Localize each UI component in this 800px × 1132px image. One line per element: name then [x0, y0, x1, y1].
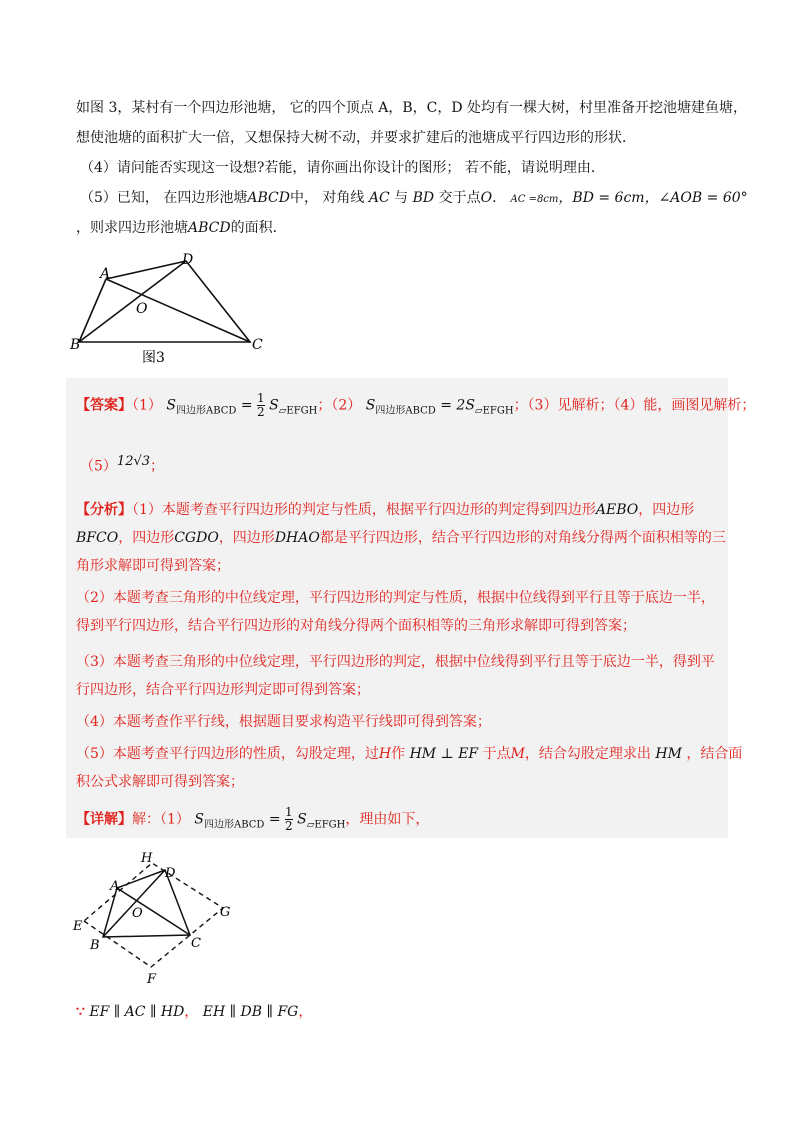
- answer-line-5: $(5)^{12√3}$；: [80, 454, 165, 475]
- condition-ac: AC =8cm: [510, 194, 559, 205]
- detail-tag: 【详解】: [76, 811, 132, 828]
- quad-abcd: ABCD: [247, 190, 290, 206]
- label-c2: C: [191, 936, 201, 951]
- question-4: （4）请问能否实现这一设想?若能，请你画出你设计的图形； 若不能，请说明理由．: [80, 160, 605, 176]
- label-a: A: [100, 266, 111, 282]
- condition-angle: ，∠AOB = 60°: [644, 190, 748, 206]
- analysis-line-8: （4）本题考查作平行线，根据题目要求构造平行线即可得到答案；: [76, 714, 491, 730]
- analysis-line-4: （2）本题考查三角形的中位线定理，平行四边形的判定与性质，根据中位线得到平行且等于底边一半，: [76, 590, 715, 606]
- label-c: C: [252, 337, 263, 353]
- label-d2: D: [165, 866, 176, 881]
- analysis-line-7: 行四边形，结合平行四边形判定即可得到答案；: [76, 682, 370, 698]
- detail-line: 【详解】解：（1） $S_{四边形ABCD}$ = $\frac{1}{2}$ $S_{▱EFGH}$，理由如下，: [76, 805, 430, 833]
- analysis-line-10: 积公式求解即可得到答案；: [76, 774, 244, 790]
- label-b: B: [70, 337, 81, 353]
- analysis-line-2: BFCO，四边形CGDO，四边形DHAO都是平行四边形，结合平行四边形的对角线分得两个面积相等的三: [76, 530, 726, 546]
- figure-3-caption: 图3: [142, 350, 165, 366]
- figure-parallelogram: [70, 850, 235, 988]
- conclusion-line: ∵ EF ∥ AC ∥ HD， EH ∥ DB ∥ FG，: [76, 1004, 313, 1020]
- condition-bd: ，BD = 6cm: [558, 190, 645, 206]
- analysis-line-5: 得到平行四边形，结合平行四边形的对角线分得两个面积相等的三角形求解即可得到答案；: [76, 618, 636, 634]
- answer-5-value: 12√3: [116, 454, 151, 469]
- label-a2: A: [110, 879, 120, 894]
- answer-block: [66, 378, 728, 838]
- label-o2: O: [132, 906, 143, 921]
- analysis-line-6: （3）本题考查三角形的中位线定理，平行四边形的判定，根据中位线得到平行且等于底边一半，得到平: [76, 654, 715, 670]
- because-symbol: ∵: [76, 1004, 85, 1020]
- label-g: G: [220, 905, 231, 920]
- question-5-tail: ，则求四边形池塘ABCD的面积．: [76, 220, 287, 236]
- analysis-line-3: 角形求解即可得到答案；: [76, 558, 230, 574]
- problem-line-1: 如图 3，某村有一个四边形池塘， 它的四个顶点 A，B，C，D 处均有一棵大树，村里准备开挖池塘建鱼塘，: [76, 100, 748, 116]
- relation-2: EH ∥ DB ∥ FG: [202, 1004, 299, 1020]
- analysis-tag: 【分析】: [76, 502, 132, 518]
- relation-1: EF ∥ AC ∥ HD: [89, 1004, 185, 1020]
- diagonal-ac: [106, 279, 250, 342]
- answer-tag: 【答案】: [76, 397, 132, 414]
- analysis-line-1: 【分析】（1）本题考查平行四边形的判定与性质，根据平行四边形的判定得到四边形AEBO，四边形: [76, 502, 695, 518]
- question-5: （5）已知， 在四边形池塘ABCD中， 对角线 AC 与 BD 交于点O． AC =8cm，BD = 6cm，∠AOB = 60°: [80, 190, 748, 206]
- label-h: H: [141, 851, 153, 866]
- answer-line: 【答案】（1） $S_{四边形ABCD}$ = $\frac{1}{2}$ $S_{▱EFGH}$；（2） $S_{四边形ABCD} = 2S_{▱EFGH}$；（3）见解析；（4）能，画图见解析；: [76, 391, 756, 419]
- analysis-line-9: （5）本题考查平行四边形的性质，勾股定理，过H作 HM ⊥ EF 于点M，结合勾股定理求出 HM ，结合面: [76, 746, 743, 762]
- problem-line-2: 想使池塘的面积扩大一倍，又想保持大树不动，并要求扩建后的池塘成平行四边形的形状．: [76, 130, 636, 146]
- figure-3: [64, 250, 274, 370]
- label-b2: B: [90, 938, 100, 953]
- label-f: F: [147, 972, 157, 987]
- label-e: E: [73, 919, 83, 934]
- label-o: O: [136, 301, 148, 317]
- label-d: D: [182, 252, 194, 268]
